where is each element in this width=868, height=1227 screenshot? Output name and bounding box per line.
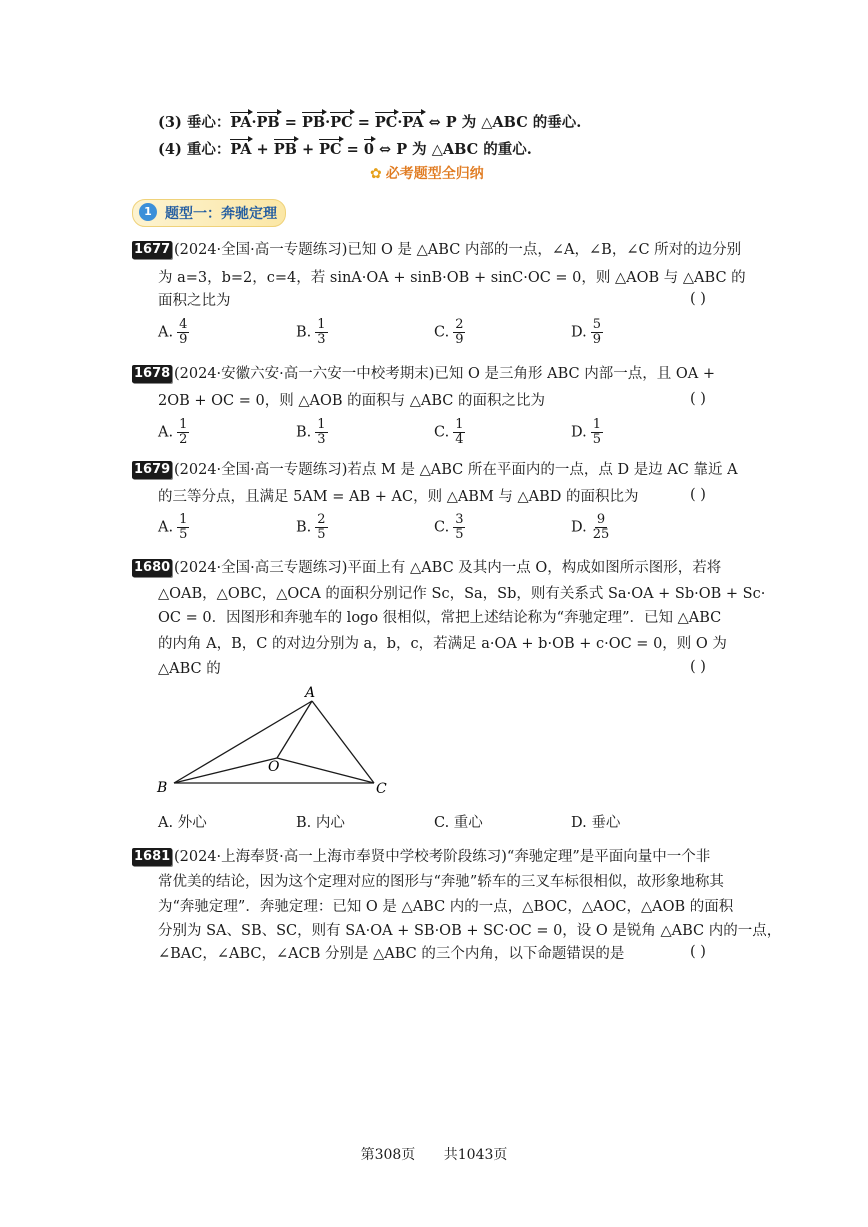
question-line: △ABC 的: [158, 661, 221, 677]
section-header: [132, 199, 286, 227]
answer-blank: ( ): [690, 659, 706, 675]
edge-ba: [174, 701, 312, 783]
question-line: 为 a=3，b=2，c=4，若 sinA·OA + sinB·OB + sinC·OC = 0，则 △AOB 与 △ABC 的: [158, 270, 746, 286]
intro-line-4-suffix: ⇔ P 为 △ABC 的重心.: [379, 141, 532, 158]
segment-bo: [174, 758, 277, 783]
option-b: B. $\frac{1}{3}$: [296, 317, 326, 347]
intro-line-4-prefix: (4) 重心：: [158, 141, 231, 158]
question-line: 面积之比为: [158, 293, 231, 309]
question-line: 常优美的结论，因为这个定理对应的图形与“奔驰”轿车的三叉车标很相似，故形象地称其: [158, 874, 724, 890]
answer-blank: ( ): [690, 944, 706, 960]
answer-blank: ( ): [690, 291, 706, 307]
total-pages: 共1043页: [443, 1147, 508, 1163]
option-d: D. $\frac{5}{9}$: [571, 317, 601, 347]
question-number-badge: 1678: [134, 366, 171, 381]
vertex-label-a: A: [305, 685, 316, 701]
question-line: 的三等分点，且满足 5AM = AB + AC，则 △ABM 与 △ABD 的面积比为: [158, 489, 639, 505]
option-a: A. $\frac{1}{2}$: [158, 417, 188, 447]
option-b: B. $\frac{1}{3}$: [296, 417, 326, 447]
vertex-label-b: B: [157, 780, 168, 796]
star-icon: ✿: [370, 166, 382, 182]
option-a: A. $\frac{4}{9}$: [158, 317, 188, 347]
intro-line-3: (3) 垂心：PA·PB = PB·PC = PC·PA ⇔ P 为 △ABC 的垂心.: [158, 114, 582, 131]
intro-line-3-prefix: (3) 垂心：: [158, 114, 231, 131]
section-banner: [370, 163, 484, 183]
question-number-badge: 1677: [134, 242, 171, 257]
question-line: 为“奔驰定理”．奔驰定理：已知 O 是 △ABC 内的一点，△BOC，△AOC，△AOB 的面积: [158, 899, 734, 915]
question-number-badge: 1680: [134, 560, 171, 575]
edge-ac: [312, 701, 374, 783]
question-line: △OAB，△OBC，△OCA 的面积分别记作 Sc，Sa，Sb，则有关系式 Sa·OA + Sb·OB + Sc·: [158, 586, 766, 602]
question-line: 2OB + OC = 0，则 △AOB 的面积与 △ABC 的面积之比为: [158, 393, 545, 409]
question-line: 的内角 A，B，C 的对边分别为 a，b，c，若满足 a·OA + b·OB + c·OC = 0，则 O 为: [158, 636, 727, 652]
option-b: B. 内心: [296, 815, 345, 831]
option-c: C. 重心: [434, 815, 483, 831]
page-footer: [0, 1144, 868, 1164]
segment-ao: [277, 701, 312, 758]
intro-line-4: (4) 重心：PA + PB + PC = 0 ⇔ P 为 △ABC 的重心.: [158, 141, 532, 158]
banner-text: 必考题型全归纳: [385, 166, 484, 182]
section-number-badge: 1: [139, 203, 157, 221]
option-d: D. 垂心: [571, 815, 621, 831]
question-line: (2024·全国·高三专题练习)平面上有 △ABC 及其内一点 O，构成如图所示图形，若将: [174, 560, 722, 576]
question-number-badge: 1679: [134, 462, 171, 477]
question-line: (2024·全国·高一专题练习)已知 O 是 △ABC 内部的一点，∠A，∠B，∠C 所对的边分别: [174, 242, 742, 258]
page-number: 第308页: [360, 1147, 416, 1163]
option-c: C. $\frac{3}{5}$: [434, 512, 464, 542]
option-d: D. $\frac{1}{5}$: [571, 417, 601, 447]
question-line: 分别为 SA、SB、SC，则有 SA·OA + SB·OB + SC·OC = 0，设 O 是锐角 △ABC 内的一点，: [158, 923, 782, 939]
question-line: ∠BAC，∠ABC，∠ACB 分别是 △ABC 的三个内角，以下命题错误的是: [158, 946, 625, 962]
option-a: A. $\frac{1}{5}$: [158, 512, 188, 542]
segment-co: [277, 758, 374, 783]
answer-blank: ( ): [690, 391, 706, 407]
question-line: (2024·上海奉贤·高一上海市奉贤中学校考阶段练习)“奔驰定理”是平面向量中一个非: [174, 849, 711, 865]
option-a: A. 外心: [158, 815, 207, 831]
intro-line-3-suffix: ⇔ P 为 △ABC 的垂心.: [428, 114, 582, 131]
point-label-o: O: [268, 759, 280, 775]
vertex-label-c: C: [376, 781, 387, 797]
section-title: 题型一：奔驰定理: [165, 206, 277, 222]
option-b: B. $\frac{2}{5}$: [296, 512, 326, 542]
question-line: (2024·全国·高一专题练习)若点 M 是 △ABC 所在平面内的一点，点 D 是边 AC 靠近 A: [174, 462, 738, 478]
option-c: C. $\frac{1}{4}$: [434, 417, 464, 447]
question-number-badge: 1681: [134, 849, 171, 864]
question-line: (2024·安徽六安·高一六安一中校考期末)已知 O 是三角形 ABC 内部一点，且 OA +: [174, 366, 715, 382]
answer-blank: ( ): [690, 487, 706, 503]
question-line: OC = 0．因图形和奔驰车的 logo 很相似，常把上述结论称为“奔驰定理”．已知 △ABC: [158, 610, 722, 626]
option-c: C. $\frac{2}{9}$: [434, 317, 464, 347]
option-d: D. $\frac{9}{25}$: [571, 512, 610, 542]
